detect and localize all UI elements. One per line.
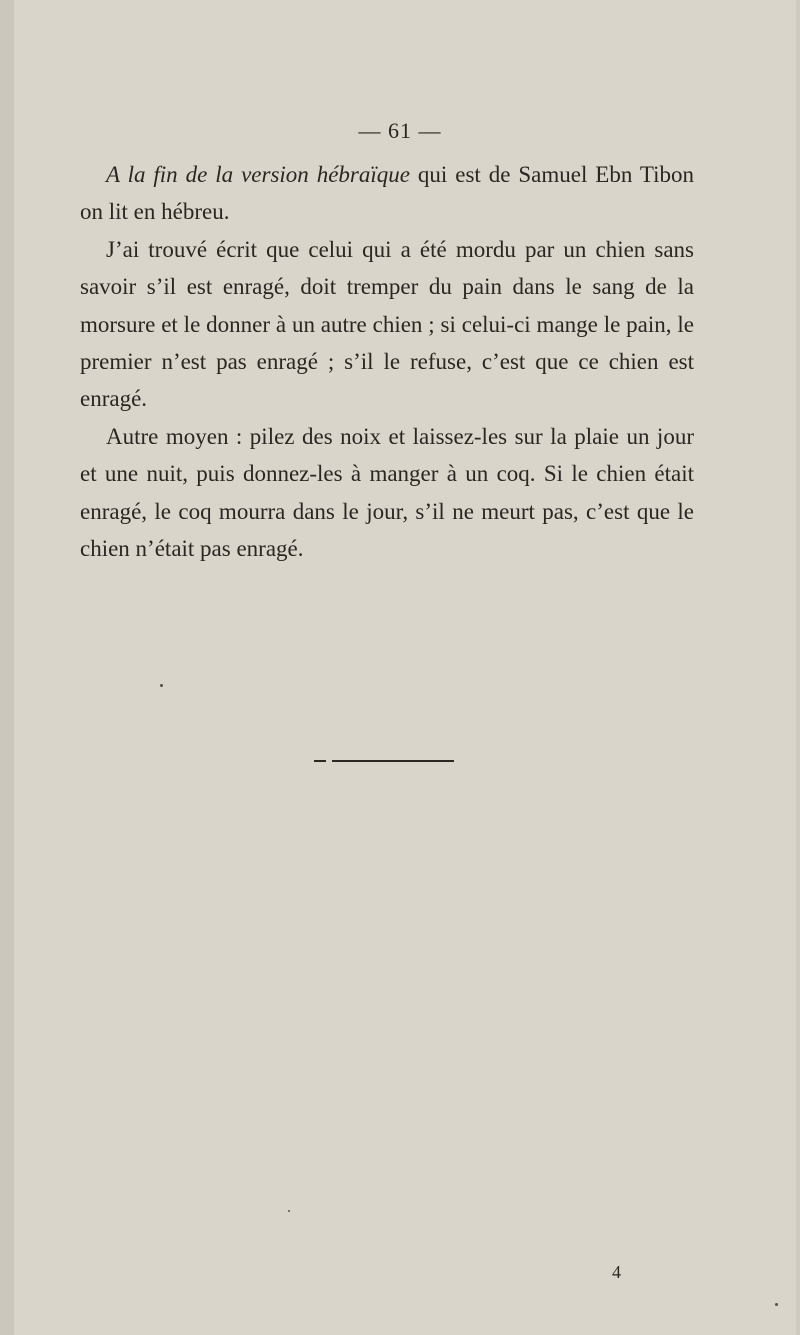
paper-speck [288,1210,290,1212]
paragraph-2 [80,231,694,418]
paragraph-1-italic: A la fin de la version hébraïque [106,162,410,187]
section-rule-short [314,760,326,762]
section-rule-long [332,760,454,762]
paragraph-2-text: J’ai trouvé écrit que celui qui a été mordu par un chien sans savoir s’il est enragé, doit tremper du pain dans le sang de la morsure et le donner à un autre chien ; si celui-ci mange le pain, le premier n’est pas enragé ; s’il le refuse, c’est que ce chien est enragé. [80,236,694,412]
paragraph-3 [80,418,694,568]
signature-mark: 4 [612,1262,621,1282]
body-text [80,156,694,567]
paragraph-1 [80,156,694,231]
page-header: — 61 — [358,118,442,143]
paragraph-3-text: Autre moyen : pilez des noix et laissez-les sur la plaie un jour et une nuit, puis donnez-les à manger à un coq. Si le chien était enragé, le coq mourra dans le jour, s’il ne meurt pas, c’est que le chien n’était pas enragé. [80,423,694,562]
paragraph-1-text: qui est de Samuel Ebn Tibon on lit en hébreu. [80,162,694,225]
paper-speck [160,684,163,687]
paper-speck [775,1303,778,1306]
page-edge-left [0,0,14,1335]
page-edge-right [796,0,800,1335]
